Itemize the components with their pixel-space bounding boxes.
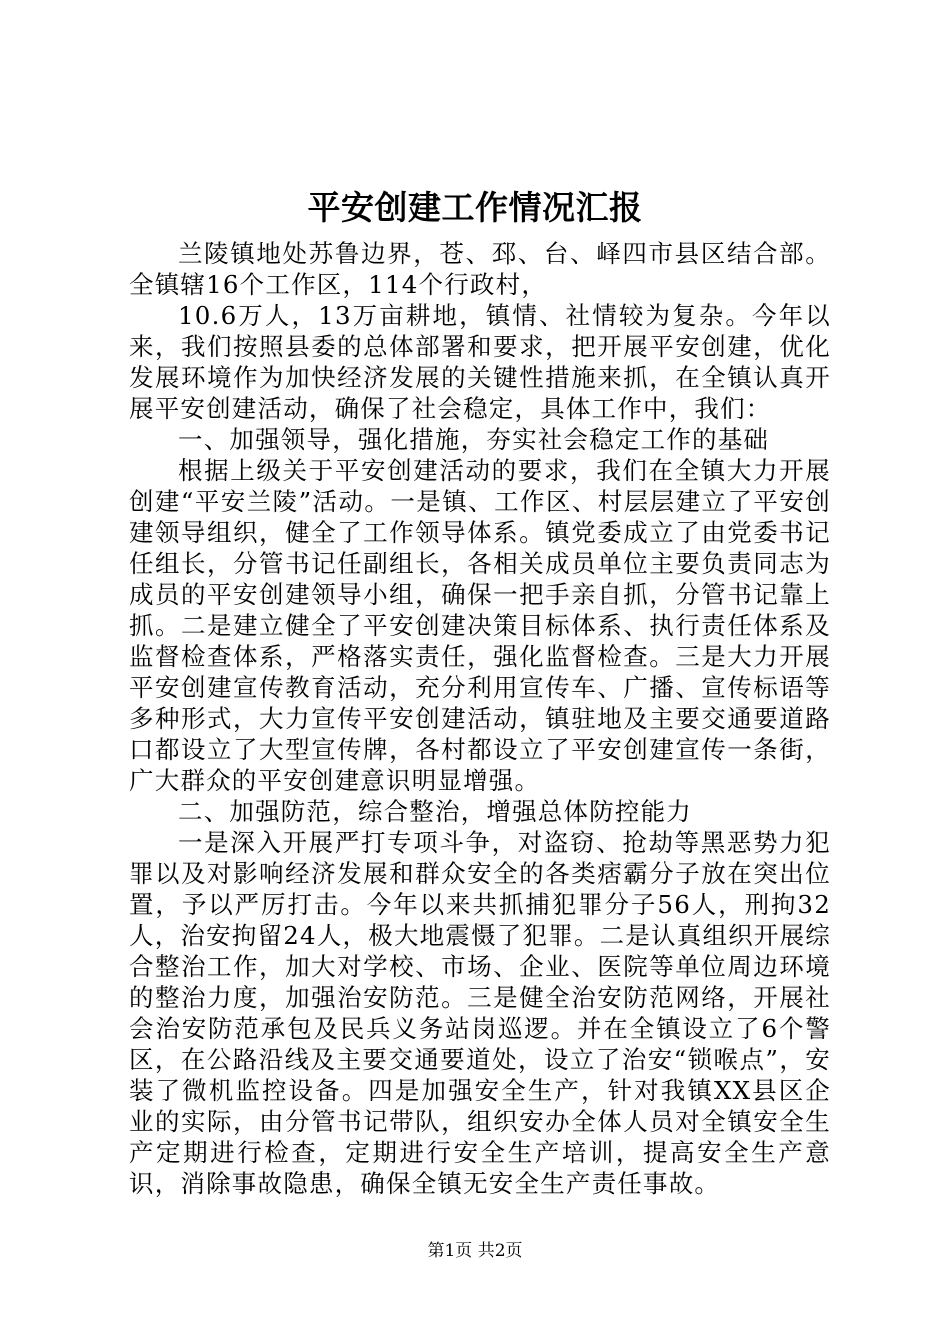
document-body (129, 238, 831, 1199)
document-title: 平安创建工作情况汇报 (307, 188, 643, 227)
paragraph-intro: 兰陵镇地处苏鲁边界，苍、邳、台、峄四市县区结合部。全镇辖16个工作区，114个行政村， (129, 239, 831, 299)
paragraph-section-2: 一是深入开展严打专项斗争，对盗窃、抢劫等黑恶势力犯罪以及对影响经济发展和群众安全的各类痞霸分子放在突出位置，予以严厉打击。今年以来共抓捕犯罪分子56人，刑拘32人，治安拘留24人，极大地震慑了犯罪。二是认真组织开展综合整治工作，加大对学校、市场、企业、医院等单位周边环境的整治力度，加强治安防范。三是健全治安防范网络，开展社会治安防范承包及民兵义务站岗巡逻。并在全镇设立了6个警区，在公路沿线及主要交通要道处，设立了治安“锁喉点”，安装了微机监控设备。四是加强安全生产，针对我镇XX县区企业的实际，由分管书记带队，组织安办全体人员对全镇安全生产定期进行检查，定期进行安全生产培训，提高安全生产意识，消除事故隐患，确保全镇无安全生产责任事故。 (129, 828, 831, 1198)
paragraph-section-1: 根据上级关于平安创建活动的要求，我们在全镇大力开展创建“平安兰陵”活动。一是镇、工作区、村层层建立了平安创建领导组织，健全了工作领导体系。镇党委成立了由党委书记任组长，分管书记任副组长，各相关成员单位主要负责同志为成员的平安创建领导小组，确保一把手亲自抓，分管书记靠上抓。二是建立健全了平安创建决策目标体系、执行责任体系及监督检查体系，严格落实责任，强化监督检查。三是大力开展平安创建宣传教育活动，充分利用宣传车、广播、宣传标语等多种形式，大力宣传平安创建活动，镇驻地及主要交通要道路口都设立了大型宣传牌，各村都设立了平安创建宣传一条街，广大群众的平安创建意识明显增强。 (129, 456, 831, 795)
page-footer: 第1页 共2页 (427, 1241, 523, 1261)
paragraph-overview: 10.6万人，13万亩耕地，镇情、社情较为复杂。今年以来，我们按照县委的总体部署和要求，把开展平安创建，优化发展环境作为加快经济发展的关键性措施来抓，在全镇认真开展平安创建活动，确保了社会稳定，具体工作中，我们： (129, 301, 831, 423)
section-heading-2: 二、加强防范，综合整治，增强总体防控能力 (178, 797, 692, 826)
section-heading-1: 一、加强领导，强化措施，夯实社会稳定工作的基础 (178, 425, 770, 454)
